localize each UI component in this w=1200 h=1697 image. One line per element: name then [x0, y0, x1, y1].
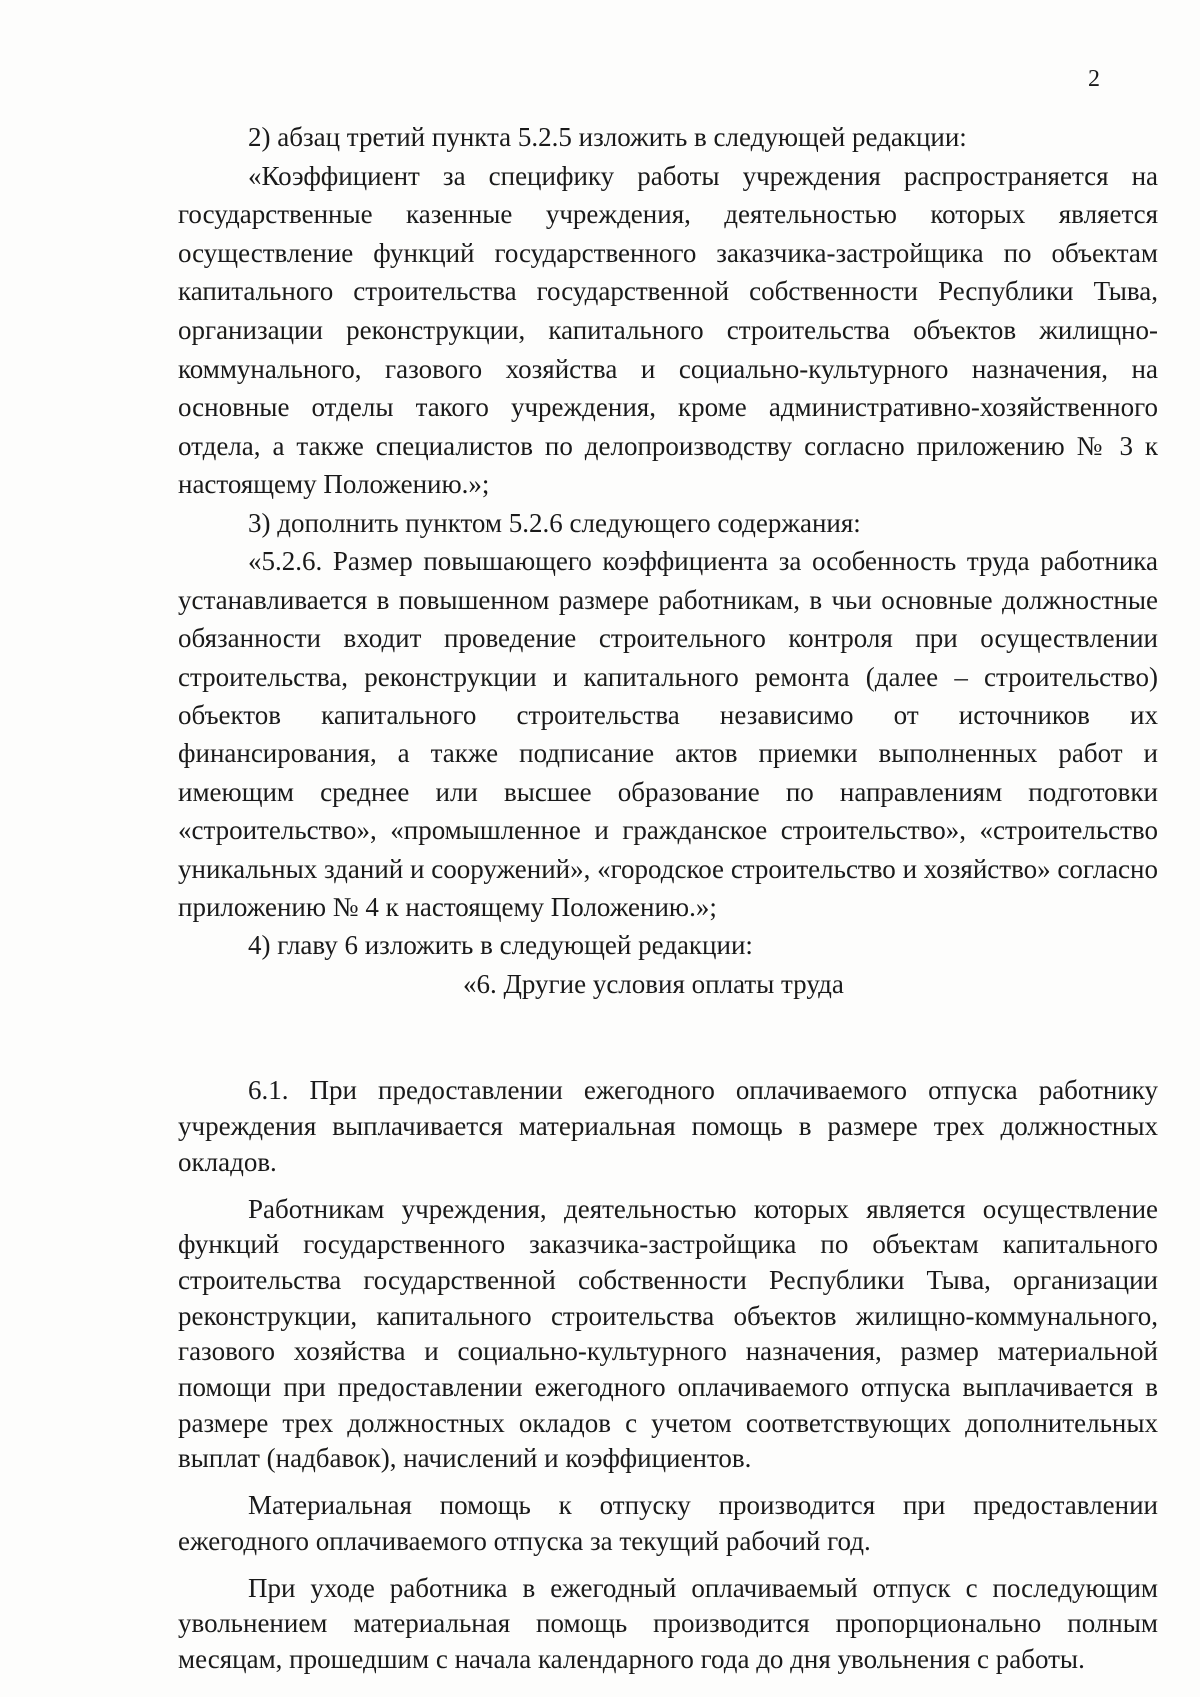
- paragraph-6-1: 6.1. При предоставлении ежегодного оплачиваемого отпуска работнику учреждения выплачивается материальная помощь в размере трех должностных окладов.: [178, 1075, 1158, 1177]
- paragraph-6-1-dismissal: При уходе работника в ежегодный оплачиваемый отпуск с последующим увольнением материальная помощь производится пропорционально полным месяцам, прошедшим с начала календарного года до дня увольнения с работы.: [178, 1572, 1158, 1674]
- paragraph-6-1-vacation-aid: Материальная помощь к отпуску производится при предоставлении ежегодного оплачиваемого отпуска за текущий рабочий год.: [178, 1490, 1158, 1556]
- item-4-intro: 4) главу 6 изложить в следующей редакции:: [248, 930, 753, 961]
- paragraph-spacer: [178, 1477, 1158, 1488]
- item-3-intro: 3) дополнить пунктом 5.2.6 следующего содержания:: [248, 507, 861, 538]
- item-3-text: «5.2.6. Размер повышающего коэффициента за особенность труда работника устанавливается в повышенном размере работникам, в чьи основные должностные обязанности входит проведение строительного контроля при осуществлении строительства, реконструкции и капитального ремонта (далее – строительство) объектов капитального строительства независимо от источников их финансирования, а также подписание актов приемки выполненных работ и имеющим среднее или высшее образование по направлениям подготовки «строительство», «промышленное и гражданское строительство», «строительство уникальных зданий и сооружений», «городское строительство и хозяйство» согласно приложению № 4 к настоящему Положению.»;: [178, 546, 1158, 922]
- item-2-intro: 2) абзац третий пункта 5.2.5 изложить в следующей редакции:: [248, 122, 967, 152]
- chapter-6-heading: «6. Другие условия оплаты труда: [463, 968, 844, 999]
- item-2-text: «Коэффициент за специфику работы учреждения распространяется на государственные казенные учреждения, деятельностью которых является осуществление функций государственного заказчика-застройщика по объектам капитального строительства государственной собственности Республики Тыва, организации реконструкции, капитального строительства объектов жилищно-коммунального, газового хозяйства и социально-культурного назначения, на основные отделы такого учреждения, кроме административно-хозяйственного отдела, а также специалистов по делопроизводству согласно приложению № 3 к настоящему Положению.»;: [178, 160, 1158, 500]
- paragraph-spacer: [178, 1560, 1158, 1571]
- paragraph-6-1-workers: Работникам учреждения, деятельностью которых является осуществление функций государственного заказчика-застройщика по объектам капитального строительства государственной собственности Республики Тыва, организации реконструкции, капитального строительства объектов жилищно-коммунального, газового хозяйства и социально-культурного назначения, размер материальной помощи при предоставлении ежегодного оплачиваемого отпуска выплачивается в размере трех должностных окладов с учетом соответствующих дополнительных выплат (надбавок), начислений и коэффициентов.: [178, 1193, 1158, 1474]
- page-number: 2: [1088, 66, 1100, 92]
- document-body: [178, 118, 1158, 1678]
- section-spacer: [178, 1003, 1158, 1073]
- paragraph-spacer: [178, 1181, 1158, 1192]
